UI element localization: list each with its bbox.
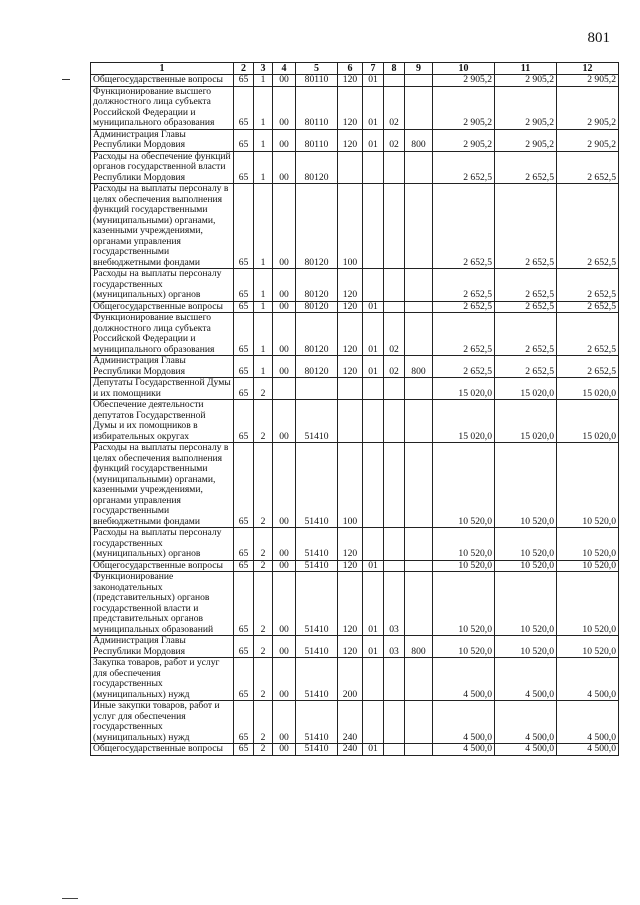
amount-year-2: 2 652,5	[495, 356, 557, 378]
code-subprogram: 00	[273, 572, 296, 636]
amount-year-2: 10 520,0	[495, 560, 557, 572]
code-subprogram: 00	[273, 356, 296, 378]
code-target: 80110	[296, 75, 338, 87]
code-ministry: 65	[234, 528, 254, 561]
table-row	[91, 356, 619, 378]
column-header: 7	[363, 63, 384, 75]
code-department	[405, 301, 433, 313]
code-target: 51410	[296, 572, 338, 636]
table-row	[91, 129, 619, 151]
row-name: Обеспечение деятельности депутатов Государственной Думы и их помощников в избирательных округах	[91, 400, 234, 443]
amount-year-2: 4 500,0	[495, 701, 557, 744]
table-row	[91, 86, 619, 129]
row-name: Администрация Главы Республики Мордовия	[91, 129, 234, 151]
code-ministry: 65	[234, 701, 254, 744]
code-ministry: 65	[234, 86, 254, 129]
table-row	[91, 151, 619, 184]
amount-year-1: 4 500,0	[433, 658, 495, 701]
code-expense-type: 120	[338, 356, 363, 378]
table-row	[91, 658, 619, 701]
code-subprogram	[273, 378, 296, 400]
row-name: Общегосударственные вопросы	[91, 744, 234, 756]
amount-year-3: 2 652,5	[557, 301, 619, 313]
code-program: 2	[254, 636, 273, 658]
code-subsection	[384, 744, 405, 756]
code-subsection	[384, 701, 405, 744]
code-subprogram: 00	[273, 151, 296, 184]
amount-year-1: 2 652,5	[433, 313, 495, 356]
amount-year-3: 10 520,0	[557, 636, 619, 658]
amount-year-1: 10 520,0	[433, 443, 495, 528]
code-target: 51410	[296, 744, 338, 756]
code-program: 2	[254, 658, 273, 701]
code-program: 2	[254, 400, 273, 443]
amount-year-2: 10 520,0	[495, 443, 557, 528]
amount-year-3: 4 500,0	[557, 744, 619, 756]
code-section	[363, 528, 384, 561]
row-name: Расходы на выплаты персоналу государственных (муниципальных) органов	[91, 528, 234, 561]
row-name: Функционирование высшего должностного лица субъекта Российской Федерации и муниципального образования	[91, 86, 234, 129]
code-subprogram: 00	[273, 528, 296, 561]
amount-year-3: 4 500,0	[557, 658, 619, 701]
code-ministry: 65	[234, 400, 254, 443]
table-row	[91, 572, 619, 636]
code-department	[405, 269, 433, 302]
amount-year-3: 2 652,5	[557, 151, 619, 184]
code-section: 01	[363, 86, 384, 129]
amount-year-3: 10 520,0	[557, 528, 619, 561]
code-expense-type: 100	[338, 184, 363, 269]
code-section	[363, 151, 384, 184]
code-target: 51410	[296, 560, 338, 572]
column-header: 11	[495, 63, 557, 75]
table-row	[91, 184, 619, 269]
table-row	[91, 560, 619, 572]
amount-year-2: 15 020,0	[495, 378, 557, 400]
code-section: 01	[363, 75, 384, 87]
code-department: 800	[405, 356, 433, 378]
code-section	[363, 400, 384, 443]
code-department	[405, 701, 433, 744]
row-name: Иные закупки товаров, работ и услуг для обеспечения государственных (муниципальных) нужд	[91, 701, 234, 744]
code-subsection: 02	[384, 313, 405, 356]
code-subsection	[384, 400, 405, 443]
table-row	[91, 269, 619, 302]
code-ministry: 65	[234, 75, 254, 87]
table-row	[91, 701, 619, 744]
code-department	[405, 572, 433, 636]
code-subsection	[384, 658, 405, 701]
code-section: 01	[363, 560, 384, 572]
code-expense-type: 200	[338, 658, 363, 701]
code-subsection	[384, 528, 405, 561]
amount-year-2: 2 652,5	[495, 313, 557, 356]
amount-year-2: 10 520,0	[495, 636, 557, 658]
code-ministry: 65	[234, 184, 254, 269]
column-header: 6	[338, 63, 363, 75]
column-header: 1	[91, 63, 234, 75]
code-ministry: 65	[234, 744, 254, 756]
row-name: Расходы на обеспечение функций органов государственной власти Республики Мордовия	[91, 151, 234, 184]
code-ministry: 65	[234, 378, 254, 400]
column-header: 8	[384, 63, 405, 75]
code-subprogram: 00	[273, 560, 296, 572]
code-department	[405, 86, 433, 129]
table-row	[91, 744, 619, 756]
amount-year-1: 4 500,0	[433, 701, 495, 744]
code-ministry: 65	[234, 301, 254, 313]
table-row	[91, 528, 619, 561]
bottom-mark	[62, 898, 78, 899]
code-expense-type: 120	[338, 636, 363, 658]
code-section: 01	[363, 301, 384, 313]
amount-year-1: 4 500,0	[433, 744, 495, 756]
amount-year-1: 2 652,5	[433, 269, 495, 302]
code-section: 01	[363, 744, 384, 756]
code-subsection: 03	[384, 636, 405, 658]
table-row	[91, 301, 619, 313]
row-name: Расходы на выплаты персоналу государственных (муниципальных) органов	[91, 269, 234, 302]
code-department	[405, 400, 433, 443]
code-expense-type: 120	[338, 572, 363, 636]
row-name: Администрация Главы Республики Мордовия	[91, 356, 234, 378]
code-section	[363, 443, 384, 528]
code-target	[296, 378, 338, 400]
column-header: 5	[296, 63, 338, 75]
code-section	[363, 658, 384, 701]
amount-year-1: 15 020,0	[433, 400, 495, 443]
amount-year-3: 10 520,0	[557, 572, 619, 636]
amount-year-3: 2 652,5	[557, 313, 619, 356]
code-program: 2	[254, 744, 273, 756]
column-header: 2	[234, 63, 254, 75]
code-subsection	[384, 301, 405, 313]
row-name: Общегосударственные вопросы	[91, 75, 234, 87]
code-subsection	[384, 443, 405, 528]
code-program: 1	[254, 184, 273, 269]
code-expense-type: 120	[338, 269, 363, 302]
code-target: 51410	[296, 701, 338, 744]
amount-year-1: 2 905,2	[433, 129, 495, 151]
code-program: 1	[254, 301, 273, 313]
code-subsection: 03	[384, 572, 405, 636]
code-ministry: 65	[234, 658, 254, 701]
column-header: 3	[254, 63, 273, 75]
code-subprogram: 00	[273, 129, 296, 151]
code-subsection	[384, 75, 405, 87]
code-subsection	[384, 184, 405, 269]
amount-year-3: 15 020,0	[557, 400, 619, 443]
code-section: 01	[363, 129, 384, 151]
code-expense-type: 120	[338, 528, 363, 561]
code-program: 2	[254, 528, 273, 561]
code-target: 80120	[296, 184, 338, 269]
code-ministry: 65	[234, 151, 254, 184]
code-target: 51410	[296, 528, 338, 561]
code-section: 01	[363, 636, 384, 658]
amount-year-3: 10 520,0	[557, 560, 619, 572]
amount-year-1: 2 652,5	[433, 184, 495, 269]
code-department	[405, 528, 433, 561]
code-subprogram: 00	[273, 400, 296, 443]
amount-year-2: 2 905,2	[495, 75, 557, 87]
page-number: 801	[587, 30, 610, 46]
code-expense-type	[338, 151, 363, 184]
code-program: 2	[254, 572, 273, 636]
code-expense-type	[338, 378, 363, 400]
amount-year-2: 2 905,2	[495, 129, 557, 151]
amount-year-2: 2 652,5	[495, 301, 557, 313]
code-subprogram: 00	[273, 443, 296, 528]
code-section	[363, 184, 384, 269]
amount-year-3: 2 652,5	[557, 269, 619, 302]
amount-year-1: 2 905,2	[433, 86, 495, 129]
row-name: Расходы на выплаты персоналу в целях обеспечения выполнения функций государственными (муниципальными) органами, казенными учреждениями, органами управления государственными внебюджетными фондами	[91, 184, 234, 269]
code-expense-type: 240	[338, 744, 363, 756]
code-subprogram: 00	[273, 658, 296, 701]
row-name: Функционирование высшего должностного лица субъекта Российской Федерации и муниципального образования	[91, 313, 234, 356]
code-ministry: 65	[234, 443, 254, 528]
row-name: Функционирование законодательных (представительных) органов государственной власти и представительных органов муниципальных образований	[91, 572, 234, 636]
code-program: 2	[254, 701, 273, 744]
amount-year-3: 2 652,5	[557, 184, 619, 269]
code-section	[363, 378, 384, 400]
amount-year-2: 2 652,5	[495, 184, 557, 269]
amount-year-2: 2 652,5	[495, 269, 557, 302]
code-subprogram: 00	[273, 313, 296, 356]
code-expense-type: 120	[338, 75, 363, 87]
code-ministry: 65	[234, 313, 254, 356]
amount-year-1: 2 652,5	[433, 301, 495, 313]
code-expense-type: 240	[338, 701, 363, 744]
table-row	[91, 443, 619, 528]
column-header: 10	[433, 63, 495, 75]
amount-year-3: 2 905,2	[557, 75, 619, 87]
amount-year-2: 15 020,0	[495, 400, 557, 443]
code-program: 2	[254, 378, 273, 400]
code-program: 1	[254, 356, 273, 378]
code-department: 800	[405, 129, 433, 151]
code-target: 80120	[296, 313, 338, 356]
column-header: 9	[405, 63, 433, 75]
code-subprogram: 00	[273, 86, 296, 129]
code-expense-type: 120	[338, 560, 363, 572]
row-name: Администрация Главы Республики Мордовия	[91, 636, 234, 658]
amount-year-1: 2 652,5	[433, 151, 495, 184]
code-target: 51410	[296, 658, 338, 701]
code-ministry: 65	[234, 356, 254, 378]
code-department	[405, 378, 433, 400]
code-target: 51410	[296, 636, 338, 658]
code-subprogram: 00	[273, 744, 296, 756]
code-target: 80110	[296, 86, 338, 129]
code-program: 1	[254, 86, 273, 129]
code-department	[405, 658, 433, 701]
code-section: 01	[363, 572, 384, 636]
code-department	[405, 75, 433, 87]
code-subprogram: 00	[273, 301, 296, 313]
row-name: Депутаты Государственной Думы и их помощники	[91, 378, 234, 400]
code-target: 80120	[296, 151, 338, 184]
code-section	[363, 701, 384, 744]
column-header: 12	[557, 63, 619, 75]
code-subprogram: 00	[273, 184, 296, 269]
code-section	[363, 269, 384, 302]
amount-year-1: 10 520,0	[433, 572, 495, 636]
code-ministry: 65	[234, 572, 254, 636]
amount-year-3: 15 020,0	[557, 378, 619, 400]
code-section: 01	[363, 313, 384, 356]
amount-year-2: 2 905,2	[495, 86, 557, 129]
amount-year-2: 10 520,0	[495, 572, 557, 636]
table-row	[91, 636, 619, 658]
row-name: Расходы на выплаты персоналу в целях обеспечения выполнения функций государственными (муниципальными) органами, казенными учреждениями, органами управления государственными внебюджетными фондами	[91, 443, 234, 528]
header-row	[91, 63, 619, 75]
code-subprogram: 00	[273, 636, 296, 658]
amount-year-1: 2 905,2	[433, 75, 495, 87]
amount-year-2: 2 652,5	[495, 151, 557, 184]
amount-year-2: 10 520,0	[495, 528, 557, 561]
code-program: 2	[254, 560, 273, 572]
code-target: 51410	[296, 443, 338, 528]
code-ministry: 65	[234, 129, 254, 151]
margin-mark	[62, 79, 70, 80]
code-target: 80120	[296, 269, 338, 302]
amount-year-1: 10 520,0	[433, 528, 495, 561]
code-subprogram: 00	[273, 75, 296, 87]
code-ministry: 65	[234, 636, 254, 658]
row-name: Общегосударственные вопросы	[91, 301, 234, 313]
code-subprogram: 00	[273, 701, 296, 744]
amount-year-3: 2 905,2	[557, 86, 619, 129]
amount-year-1: 10 520,0	[433, 560, 495, 572]
amount-year-3: 10 520,0	[557, 443, 619, 528]
code-subsection	[384, 151, 405, 184]
code-program: 2	[254, 443, 273, 528]
code-subsection: 02	[384, 129, 405, 151]
code-section: 01	[363, 356, 384, 378]
code-expense-type: 120	[338, 129, 363, 151]
amount-year-3: 2 905,2	[557, 129, 619, 151]
code-ministry: 65	[234, 560, 254, 572]
table-row	[91, 313, 619, 356]
code-expense-type: 120	[338, 313, 363, 356]
code-target: 51410	[296, 400, 338, 443]
amount-year-1: 15 020,0	[433, 378, 495, 400]
code-subsection	[384, 269, 405, 302]
amount-year-2: 4 500,0	[495, 744, 557, 756]
code-expense-type: 100	[338, 443, 363, 528]
code-subsection: 02	[384, 86, 405, 129]
code-target: 80120	[296, 356, 338, 378]
code-department	[405, 560, 433, 572]
code-department	[405, 744, 433, 756]
amount-year-3: 2 652,5	[557, 356, 619, 378]
code-department	[405, 313, 433, 356]
code-subsection: 02	[384, 356, 405, 378]
code-department: 800	[405, 636, 433, 658]
code-program: 1	[254, 75, 273, 87]
code-program: 1	[254, 129, 273, 151]
code-department	[405, 443, 433, 528]
amount-year-3: 4 500,0	[557, 701, 619, 744]
code-subsection	[384, 560, 405, 572]
code-program: 1	[254, 269, 273, 302]
code-subsection	[384, 378, 405, 400]
budget-table	[90, 62, 619, 756]
table-row	[91, 400, 619, 443]
table-row	[91, 75, 619, 87]
code-department	[405, 151, 433, 184]
code-target: 80120	[296, 301, 338, 313]
code-subprogram: 00	[273, 269, 296, 302]
column-header: 4	[273, 63, 296, 75]
code-department	[405, 184, 433, 269]
code-expense-type: 120	[338, 301, 363, 313]
code-program: 1	[254, 313, 273, 356]
code-expense-type: 120	[338, 86, 363, 129]
row-name: Общегосударственные вопросы	[91, 560, 234, 572]
code-program: 1	[254, 151, 273, 184]
amount-year-1: 2 652,5	[433, 356, 495, 378]
code-expense-type	[338, 400, 363, 443]
amount-year-1: 10 520,0	[433, 636, 495, 658]
code-target: 80110	[296, 129, 338, 151]
row-name: Закупка товаров, работ и услуг для обеспечения государственных (муниципальных) нужд	[91, 658, 234, 701]
table-row	[91, 378, 619, 400]
code-ministry: 65	[234, 269, 254, 302]
amount-year-2: 4 500,0	[495, 658, 557, 701]
